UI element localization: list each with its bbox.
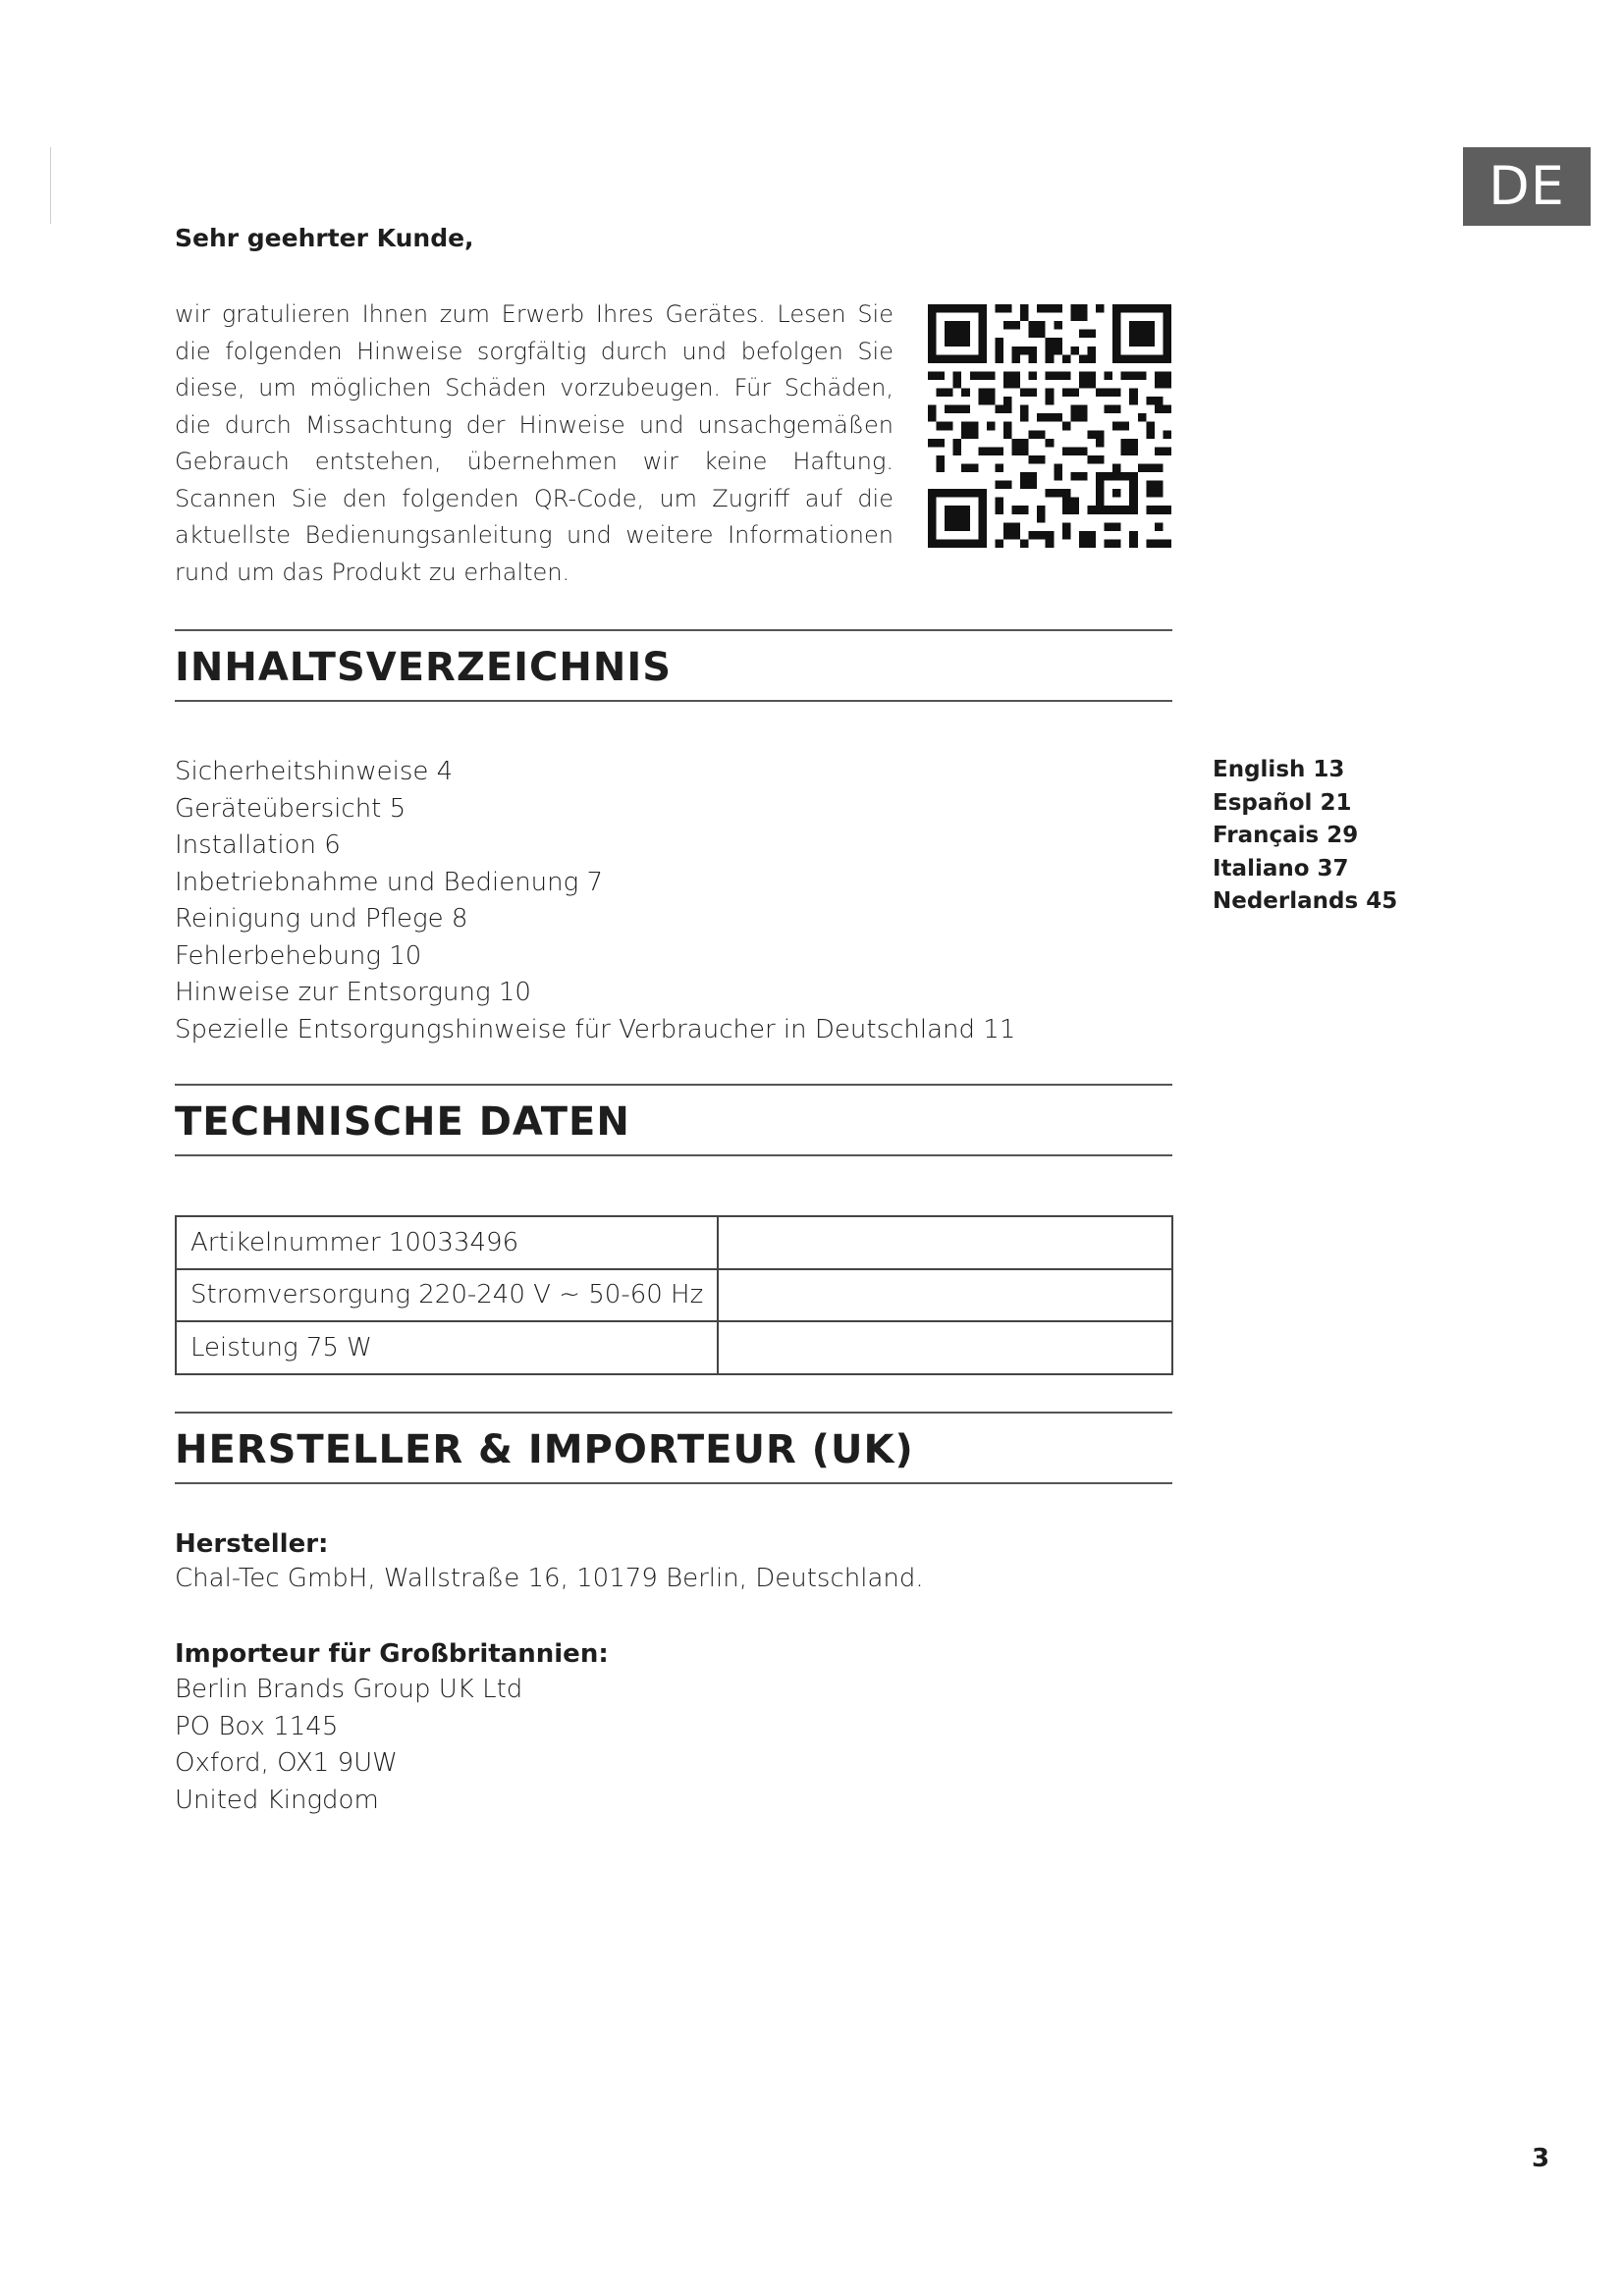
qr-code-icon xyxy=(928,304,1171,548)
maker-address xyxy=(175,1561,924,1598)
manufacturer-heading: HERSTELLER & IMPORTEUR (UK) xyxy=(175,1412,1172,1484)
importer-address xyxy=(175,1672,522,1819)
spec-value xyxy=(718,1321,1172,1374)
language-link-dutch[interactable]: Nederlands 45 xyxy=(1213,888,1398,914)
spec-label: Artikelnummer 10033496 xyxy=(176,1216,718,1269)
language-badge: DE xyxy=(1463,147,1591,226)
address-line: PO Box 1145 xyxy=(175,1711,339,1741)
toc-item[interactable]: Fehlerbehebung 10 xyxy=(175,940,422,971)
spec-label: Stromversorgung 220-240 V ~ 50-60 Hz xyxy=(176,1269,718,1322)
toc-heading: INHALTSVERZEICHNIS xyxy=(175,629,1172,702)
toc-list xyxy=(175,754,1015,1048)
toc-item[interactable]: Hinweise zur Entsorgung 10 xyxy=(175,978,531,1007)
address-line: Chal-Tec GmbH, Wallstraße 16, 10179 Berlin, Deutschland. xyxy=(175,1564,924,1593)
importer-label: Importeur für Großbritannien: xyxy=(175,1639,609,1669)
specs-heading: TECHNISCHE DATEN xyxy=(175,1084,1172,1156)
table-row xyxy=(176,1321,1172,1374)
language-list xyxy=(1213,754,1397,919)
greeting: Sehr geehrter Kunde, xyxy=(175,224,474,252)
spec-table xyxy=(175,1215,1173,1375)
language-link-italian[interactable]: Italiano 37 xyxy=(1213,855,1349,881)
toc-item[interactable]: Reinigung und Pflege 8 xyxy=(175,904,468,934)
intro-text: wir gratulieren Ihnen zum Erwerb Ihres Gerätes. Lesen Sie die folgenden Hinweise sorgfältig durch und befolgen Sie diese, um möglichen Schäden vorzubeugen. Für Schäden, die durch Missachtung der Hinweise und unsachgemäßen Gebrauch entstehen, übernehmen wir keine Haftung. Scannen Sie den folgenden QR-Code, um Zugriff auf die aktuellste Bedienungsanleitung und weitere Informationen rund um das Produkt zu erhalten. xyxy=(175,300,893,586)
language-link-english[interactable]: English 13 xyxy=(1213,757,1345,782)
address-line: United Kingdom xyxy=(175,1785,379,1815)
address-line: Berlin Brands Group UK Ltd xyxy=(175,1675,523,1704)
table-row xyxy=(176,1216,1172,1269)
table-row xyxy=(176,1269,1172,1322)
maker-label: Hersteller: xyxy=(175,1529,329,1559)
toc-item[interactable]: Inbetriebnahme und Bedienung 7 xyxy=(175,867,604,897)
toc-item[interactable]: Installation 6 xyxy=(175,830,341,860)
language-link-spanish[interactable]: Español 21 xyxy=(1213,789,1352,816)
page-number: 3 xyxy=(1532,2144,1550,2173)
spec-value xyxy=(718,1216,1172,1269)
toc-item[interactable]: Sicherheitshinweise 4 xyxy=(175,757,454,786)
toc-item[interactable]: Geräteübersicht 5 xyxy=(175,793,406,824)
spec-label: Leistung 75 W xyxy=(176,1321,718,1374)
toc-item[interactable]: Spezielle Entsorgungshinweise für Verbraucher in Deutschland 11 xyxy=(175,1014,1016,1044)
address-line: Oxford, OX1 9UW xyxy=(175,1748,398,1778)
margin-line xyxy=(50,147,51,224)
spec-value xyxy=(718,1269,1172,1322)
language-link-french[interactable]: Français 29 xyxy=(1213,823,1359,848)
